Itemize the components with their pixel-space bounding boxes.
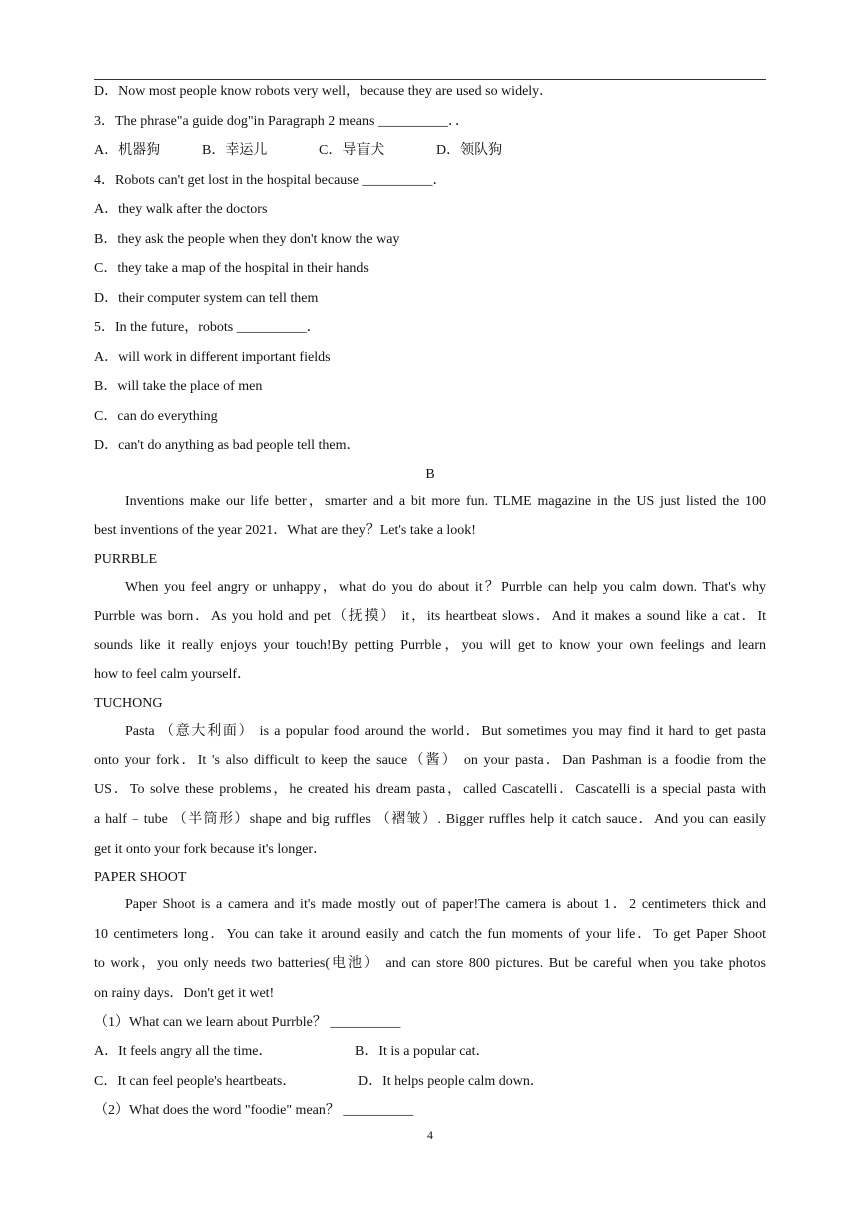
q4-option-a[interactable]: A．they walk after the doctors <box>94 202 268 217</box>
paper-shoot-heading: PAPER SHOOT <box>94 870 187 885</box>
qb1-option-c[interactable]: C．It can feel people's heartbeats． <box>94 1074 297 1089</box>
q5-option-c[interactable]: C．can do everything <box>94 409 218 424</box>
paper-shoot-line: to work，you only needs two batteries(电池） and can store 800 pictures. But be careful when you take photos <box>94 956 766 971</box>
q4-option-c[interactable]: C．they take a map of the hospital in their hands <box>94 261 369 276</box>
qb1-options-row <box>94 1042 766 1062</box>
purrble-line: sounds like it really enjoys your touch!By petting Purrble，you will get to know your own feelings and learn <box>94 638 766 653</box>
q4-stem: 4．Robots can't get lost in the hospital because __________． <box>94 173 447 188</box>
q3-option-a[interactable]: A．机器狗 <box>94 143 161 158</box>
intro-line: Inventions make our life better，smarter and a bit more fun. TLME magazine in the US just listed the 100 <box>125 494 766 509</box>
q5-option-b[interactable]: B．will take the place of men <box>94 379 263 394</box>
qb1-option-d[interactable]: D．It helps people calm down． <box>358 1074 544 1089</box>
q4-option-d[interactable]: D．their computer system can tell them <box>94 291 319 306</box>
qb1-options-row <box>94 1072 766 1092</box>
q5-option-d[interactable]: D．can't do anything as bad people tell them． <box>94 438 361 453</box>
tuchong-line: onto your fork．It 's also difficult to keep the sauce（酱） on your pasta．Dan Pashman is a foodie from the <box>94 753 766 768</box>
paper-shoot-line: 10 centimeters long．You can take it around easily and catch the fun moments of your life．To get Paper Shoot <box>94 927 766 942</box>
paper-shoot-line: Paper Shoot is a camera and it's made mostly out of paper!The camera is about 1．2 centimeters thick and <box>125 897 766 912</box>
q5-option-a[interactable]: A．will work in different important fields <box>94 350 331 365</box>
tuchong-line: US．To solve these problems，he created his dream pasta，called Cascatelli．Cascatelli is a special pasta with <box>94 782 766 797</box>
intro-line: best inventions of the year 2021．What are they？Let's take a look! <box>94 523 476 538</box>
q2-option-d: D．Now most people know robots very well，because they are used so widely． <box>94 84 554 99</box>
purrble-line: Purrble was born．As you hold and pet（抚摸） it，its heartbeat slows．And it makes a sound like a cat．It <box>94 609 766 624</box>
header-rule <box>94 79 766 80</box>
q3-option-b[interactable]: B．幸运儿 <box>202 143 268 158</box>
q3-stem: 3．The phrase"a guide dog"in Paragraph 2 means __________．． <box>94 114 469 129</box>
paper-shoot-line: on rainy days．Don't get it wet! <box>94 986 275 1001</box>
tuchong-line: a half﹣tube （半筒形）shape and big ruffles （褶皱）. Bigger ruffles help it catch sauce．And you can easily <box>94 812 766 827</box>
tuchong-heading: TUCHONG <box>94 696 163 711</box>
qb1-option-b[interactable]: B．It is a popular cat． <box>355 1044 490 1059</box>
qb1-stem: （1）What can we learn about Purrble？ __________ <box>94 1015 401 1030</box>
q4-option-b[interactable]: B．they ask the people when they don't know the way <box>94 232 400 247</box>
purrble-heading: PURRBLE <box>94 552 158 567</box>
qb1-option-a[interactable]: A．It feels angry all the time． <box>94 1044 273 1059</box>
purrble-line: how to feel calm yourself． <box>94 667 252 682</box>
q3-option-c[interactable]: C．导盲犬 <box>319 143 385 158</box>
qb2-stem: （2）What does the word "foodie" mean？ __________ <box>94 1103 414 1118</box>
tuchong-line: get it onto your fork because it's longer． <box>94 842 328 857</box>
passage-b-label: B <box>425 467 435 482</box>
purrble-line: When you feel angry or unhappy，what do you do about it？Purrble can help you calm down. That's why <box>125 580 766 595</box>
q5-stem: 5．In the future，robots __________． <box>94 320 321 335</box>
q3-option-d[interactable]: D．领队狗 <box>436 143 503 158</box>
tuchong-line: Pasta （意大利面） is a popular food around the world．But sometimes you may find it hard to get pasta <box>125 724 766 739</box>
q3-options <box>94 141 766 161</box>
page-number: 4 <box>427 1128 433 1142</box>
